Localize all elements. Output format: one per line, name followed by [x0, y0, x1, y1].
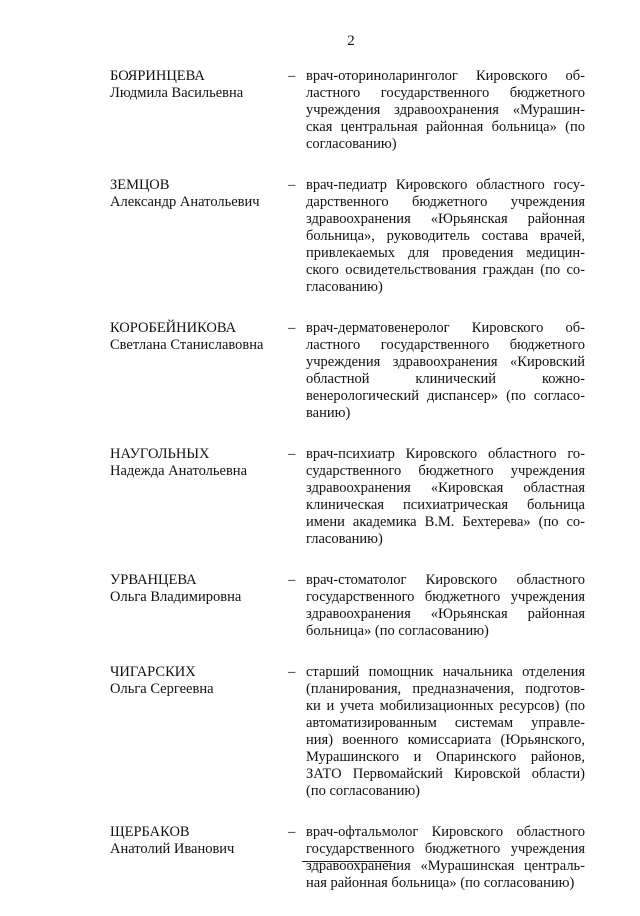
member-role [306, 824, 585, 892]
member-role-line: здравоохранения «Юрьянская районная [306, 606, 585, 622]
member-role-line: учреждения здравоохранения «Кировский [306, 354, 585, 370]
member-entry [110, 68, 585, 153]
entry-dash: – [288, 177, 296, 193]
member-role-line: клиническая психиатрическая больница [306, 497, 585, 513]
member-role-line: ния) военного комиссариата (Юрьянского, [306, 732, 585, 748]
member-surname: КОРОБЕЙНИКОВА [110, 320, 237, 336]
member-role-line: (по согласованию) [306, 783, 420, 799]
member-role-line: ванию) [306, 405, 351, 421]
footer-rule [302, 861, 392, 862]
member-role [306, 664, 585, 800]
member-role-line: ластного государственного бюджетного [306, 337, 585, 353]
page-number: 2 [347, 33, 355, 49]
member-entry [110, 824, 585, 892]
member-name-block [110, 320, 288, 354]
member-surname: БОЯРИНЦЕВА [110, 68, 205, 84]
member-role-line: здравоохранения «Кировская областная [306, 480, 585, 496]
member-role-line: привлекаемых для проведения медицин- [306, 245, 585, 261]
member-entry [110, 572, 585, 640]
entry-dash: – [288, 572, 296, 588]
member-given-names: Людмила Васильевна [110, 85, 244, 101]
member-name-block [110, 446, 288, 480]
member-list [110, 68, 585, 916]
member-role-line: сударственного бюджетного учреждения [306, 463, 585, 479]
member-name-block [110, 664, 288, 698]
member-entry [110, 446, 585, 548]
member-role-line: государственного бюджетного учреждения [306, 589, 585, 605]
member-role [306, 446, 585, 548]
member-given-names: Ольга Владимировна [110, 589, 242, 605]
member-role-line: врач-оториноларинголог Кировского об- [306, 68, 585, 84]
member-role-line: имени академика В.М. Бехтерева» (по со- [306, 514, 585, 530]
member-role-line: Мурашинского и Опаринского районов, [306, 749, 585, 765]
member-entry [110, 177, 585, 296]
member-role-line: ластного государственного бюджетного [306, 85, 585, 101]
member-given-names: Надежда Анатольевна [110, 463, 247, 479]
member-name-block [110, 572, 288, 606]
member-surname: УРВАНЦЕВА [110, 572, 197, 588]
member-role [306, 572, 585, 640]
member-role [306, 177, 585, 296]
member-role-line: врач-дерматовенеролог Кировского об- [306, 320, 585, 336]
member-surname: ЧИГАРСКИХ [110, 664, 196, 680]
member-role-line: врач-педиатр Кировского областного госу- [306, 177, 585, 193]
member-role-line: автоматизированным системам управле- [306, 715, 585, 731]
member-role-line: ская центральная районная больница» (по [306, 119, 585, 135]
entry-dash: – [288, 446, 296, 462]
member-role-line: государственного бюджетного учреждения [306, 841, 585, 857]
member-role-line: врач-стоматолог Кировского областного [306, 572, 585, 588]
member-role-line: здравоохранения «Мурашинская централь- [306, 858, 585, 874]
member-role-line: здравоохранения «Юрьянская районная [306, 211, 585, 227]
member-role-line: больница», руководитель состава врачей, [306, 228, 585, 244]
member-name-block [110, 177, 288, 211]
member-entry [110, 664, 585, 800]
member-role-line: согласованию) [306, 136, 397, 152]
member-surname: ЗЕМЦОВ [110, 177, 170, 193]
entry-dash: – [288, 824, 296, 840]
member-role-line: (планирования, предназначения, подготов- [306, 681, 585, 697]
member-role-line: дарственного бюджетного учреждения [306, 194, 585, 210]
member-role-line: венерологический диспансер» (по согласо- [306, 388, 585, 404]
member-given-names: Анатолий Иванович [110, 841, 235, 857]
member-role-line: гласованию) [306, 531, 383, 547]
member-role-line: гласованию) [306, 279, 383, 295]
member-role-line: областной клинический кожно- [306, 371, 585, 387]
entry-dash: – [288, 68, 296, 84]
member-role-line: врач-психиатр Кировского областного го- [306, 446, 585, 462]
member-name-block [110, 68, 288, 102]
entry-dash: – [288, 664, 296, 680]
member-role-line: ЗАТО Первомайский Кировской области) [306, 766, 585, 782]
member-given-names: Ольга Сергеевна [110, 681, 214, 697]
member-role-line: ского освидетельствования граждан (по со- [306, 262, 585, 278]
member-given-names: Светлана Станиславовна [110, 337, 264, 353]
member-role-line: старший помощник начальника отделения [306, 664, 585, 680]
member-role-line: ки и учета мобилизационных ресурсов) (по [306, 698, 585, 714]
entry-dash: – [288, 320, 296, 336]
member-name-block [110, 824, 288, 858]
member-role-line: больница» (по согласованию) [306, 623, 489, 639]
member-role-line: учреждения здравоохранения «Мурашин- [306, 102, 585, 118]
member-given-names: Александр Анатольевич [110, 194, 260, 210]
member-role [306, 320, 585, 422]
member-role [306, 68, 585, 153]
member-surname: НАУГОЛЬНЫХ [110, 446, 210, 462]
member-role-line: врач-офтальмолог Кировского областного [306, 824, 585, 840]
member-role-line: ная районная больница» (по согласованию) [306, 875, 575, 891]
member-entry [110, 320, 585, 422]
member-surname: ЩЕРБАКОВ [110, 824, 190, 840]
